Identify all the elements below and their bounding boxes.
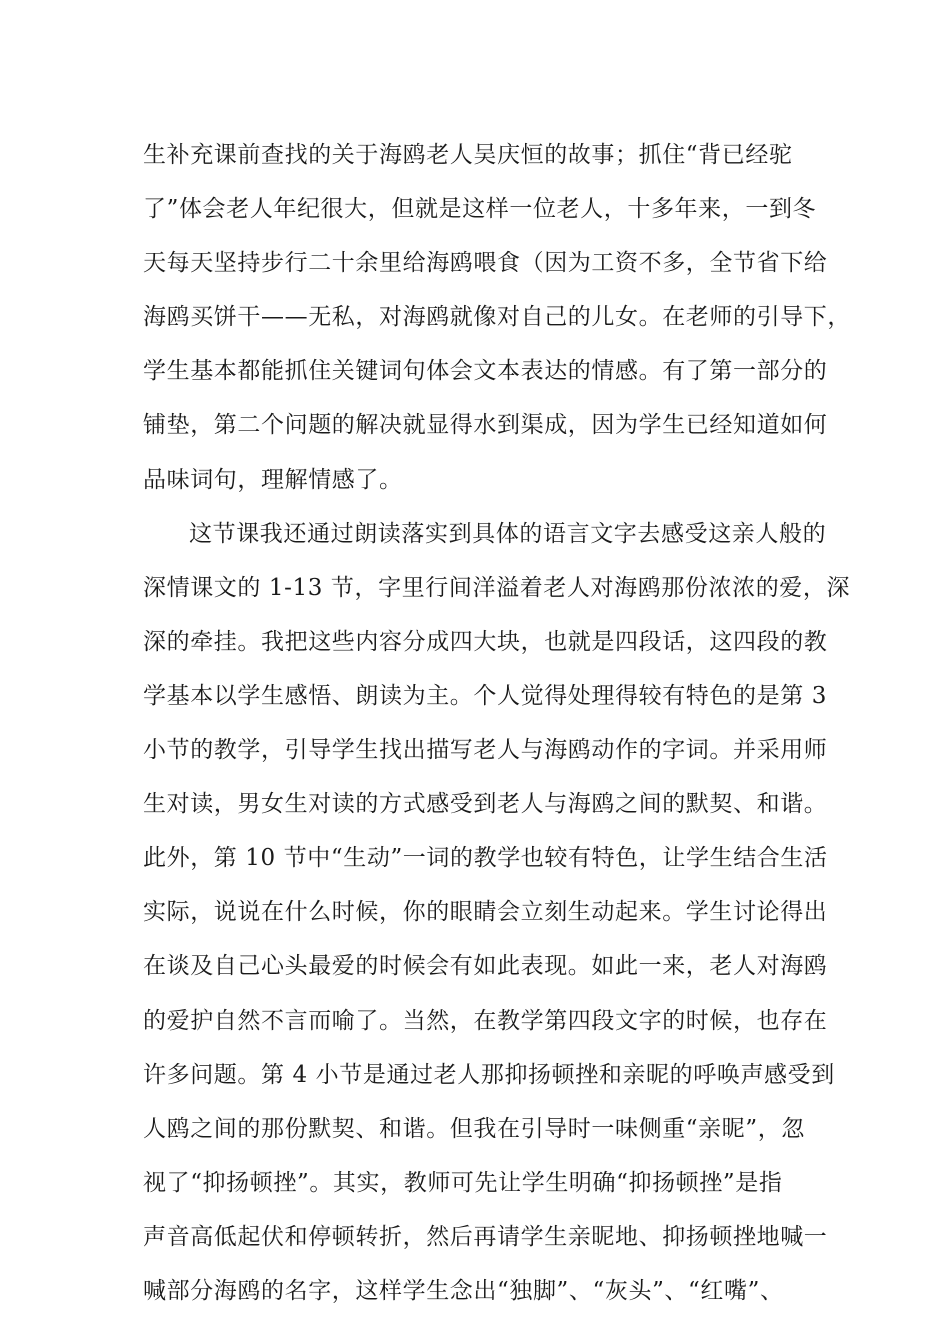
text-line: 声音高低起伏和停顿转折，然后再请学生亲昵地、抑扬顿挫地喊一	[143, 1223, 828, 1250]
text-line: 实际，说说在什么时候，你的眼睛会立刻生动起来。学生讨论得出	[143, 899, 828, 926]
text-line: 铺垫，第二个问题的解决就显得水到渠成，因为学生已经知道如何	[143, 412, 828, 439]
paragraph-first-line: 这节课我还通过朗读落实到具体的语言文字去感受这亲人般的	[189, 520, 827, 547]
text-line: 喊部分海鸥的名字，这样学生念出“独脚”、“灰头”、“红嘴”、	[143, 1277, 784, 1304]
text-line: 深情课文的 1-13 节，字里行间洋溢着老人对海鸥那份浓浓的爱，深	[143, 574, 851, 601]
text-line: 视了“抑扬顿挫”。其实，教师可先让学生明确“抑扬顿挫”是指	[143, 1169, 783, 1196]
text-line: 了”体会老人年纪很大，但就是这样一位老人，十多年来，一到冬	[143, 196, 817, 223]
text-line: 天每天坚持步行二十余里给海鸥喂食（因为工资不多，全节省下给	[143, 250, 828, 277]
text-line: 学基本以学生感悟、朗读为主。个人觉得处理得较有特色的是第 3	[143, 682, 827, 709]
text-line: 人鸥之间的那份默契、和谐。但我在引导时一味侧重“亲昵”，忽	[143, 1115, 805, 1142]
text-line: 生补充课前查找的关于海鸥老人吴庆恒的故事；抓住“背已经驼	[143, 142, 793, 168]
text-line: 海鸥买饼干——无私，对海鸥就像对自己的儿女。在老师的引导下，	[143, 304, 851, 331]
text-line: 深的牵挂。我把这些内容分成四大块，也就是四段话，这四段的教	[143, 628, 828, 655]
text-line: 此外，第 10 节中“生动”一词的教学也较有特色，让学生结合生活	[143, 845, 828, 872]
text-line: 小节的教学，引导学生找出描写老人与海鸥动作的字词。并采用师	[143, 737, 828, 764]
text-line: 的爱护自然不言而喻了。当然，在教学第四段文字的时候，也存在	[143, 1007, 828, 1034]
text-line: 品味词句，理解情感了。	[143, 466, 403, 493]
text-line: 生对读，男女生对读的方式感受到老人与海鸥之间的默契、和谐。	[143, 791, 828, 818]
text-line: 许多问题。第 4 小节是通过老人那抑扬顿挫和亲昵的呼唤声感受到	[143, 1061, 835, 1088]
text-line: 在谈及自己心头最爱的时候会有如此表现。如此一来，老人对海鸥	[143, 953, 828, 980]
text-line: 学生基本都能抓住关键词句体会文本表达的情感。有了第一部分的	[143, 358, 828, 385]
body-text	[143, 131, 851, 1321]
